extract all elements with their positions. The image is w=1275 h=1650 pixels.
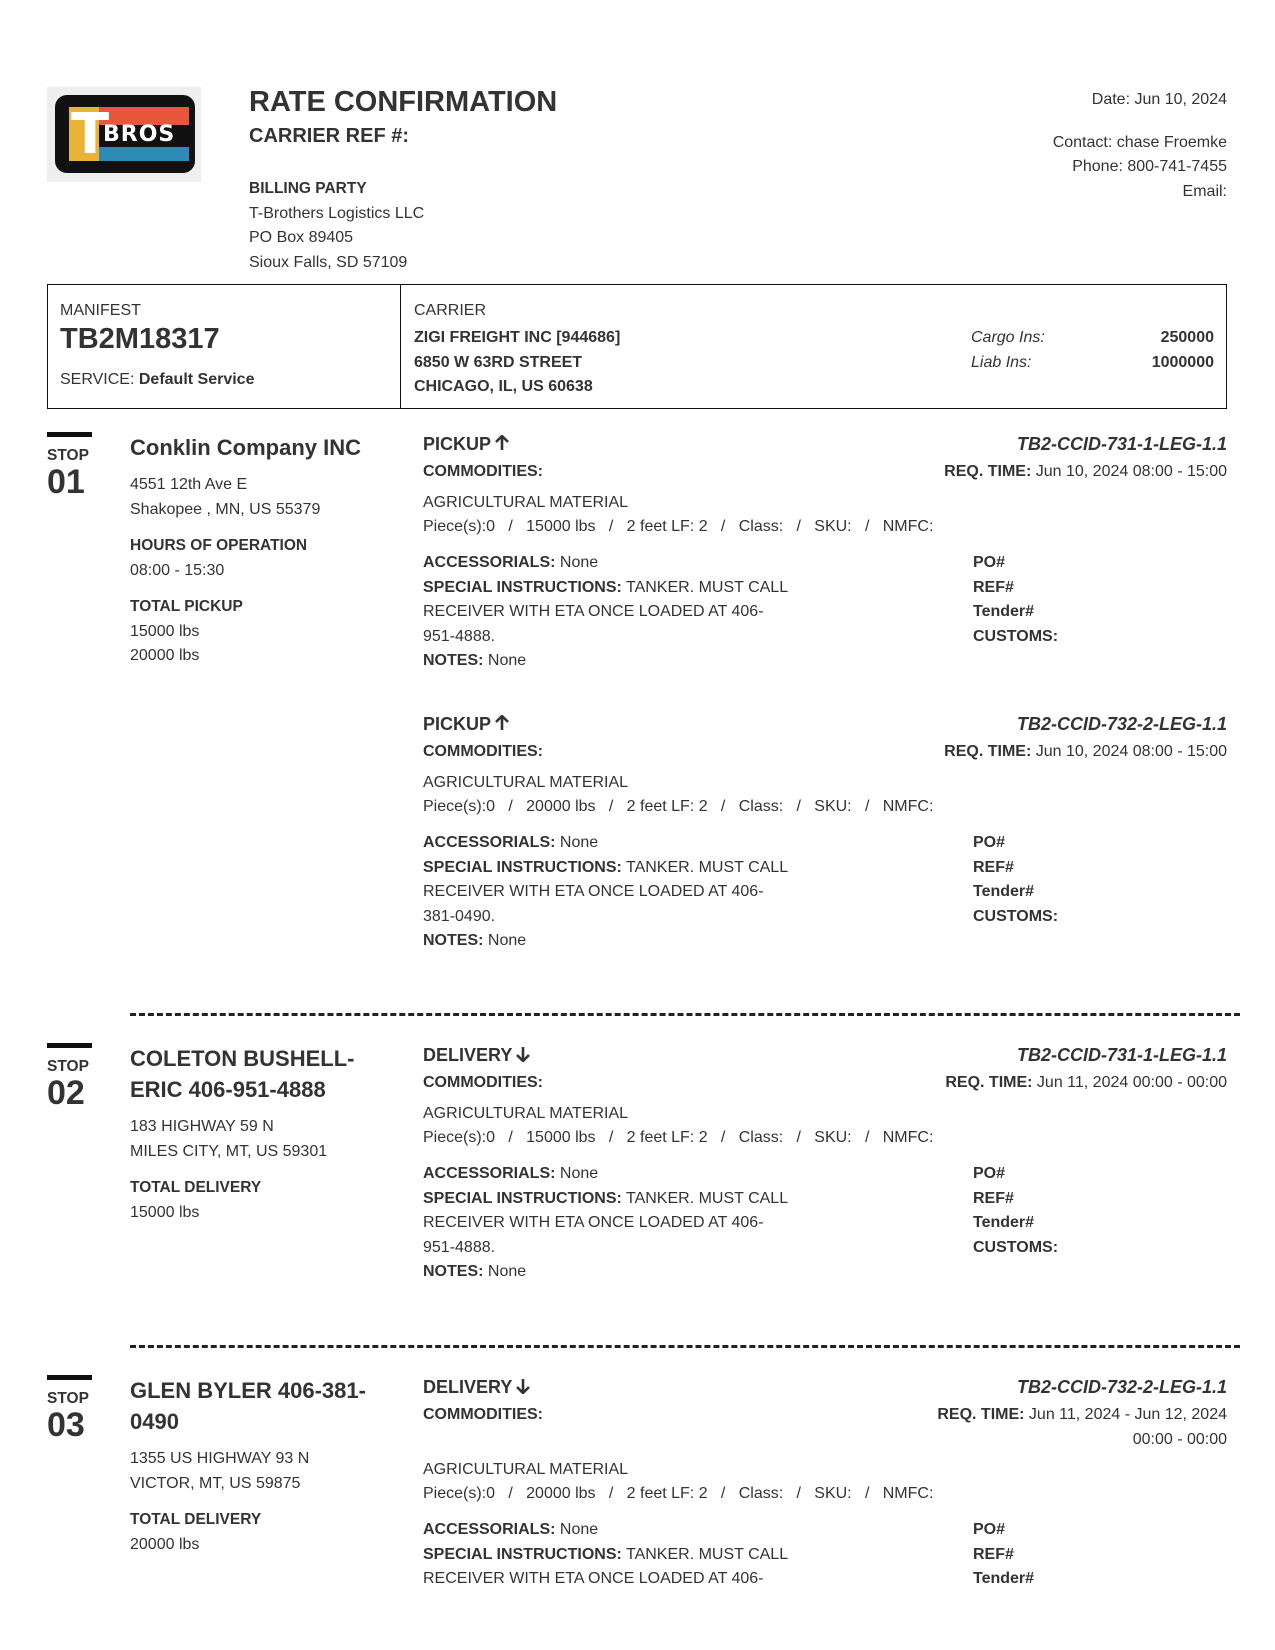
reference-fields — [973, 551, 1058, 649]
accessorials-value: None — [559, 1521, 599, 1538]
accessorials — [423, 551, 823, 576]
manifest-label: MANIFEST — [60, 302, 141, 319]
stop-name: Conklin Company INC — [130, 435, 362, 460]
contact-email: Email: — [1182, 182, 1227, 200]
stop-name: COLETON BUSHELL-ERIC 406-951-4888 — [130, 1046, 355, 1102]
customs-label: CUSTOMS: — [973, 1238, 1059, 1256]
total-value: 20000 lbs — [130, 647, 200, 664]
accessorials-label: ACCESSORIALS: — [423, 1521, 556, 1538]
special-value: TANKER. MUST CALL — [625, 578, 789, 596]
stop-number: 03 — [47, 1406, 85, 1444]
task-type-label: PICKUP — [423, 434, 492, 454]
special-instructions — [423, 1187, 823, 1212]
billing-name: T-Brothers Logistics LLC — [249, 204, 425, 222]
stop-number: 02 — [47, 1074, 85, 1112]
req-time — [945, 1071, 1227, 1096]
ref-label: REF# — [973, 1545, 1014, 1563]
billing-address-2: Sioux Falls, SD 57109 — [249, 253, 408, 271]
accessorials-value: None — [559, 834, 599, 851]
manifest-divider — [400, 285, 401, 408]
req-time-label: REQ. TIME: — [937, 1406, 1025, 1423]
stop-info — [130, 432, 380, 669]
company-logo — [47, 87, 201, 182]
stop-number: 01 — [47, 463, 85, 501]
special-label: SPECIAL INSTRUCTIONS: — [423, 578, 622, 596]
req-time-label: REQ. TIME: — [944, 743, 1032, 760]
stop-marker — [47, 432, 92, 499]
billing-party — [249, 177, 424, 275]
contact-name: Contact: chase Froemke — [1052, 133, 1227, 151]
arrow-down-icon — [516, 1046, 530, 1062]
commodity-material: AGRICULTURAL MATERIAL — [423, 494, 629, 511]
reference-fields — [973, 1162, 1058, 1260]
task-type — [423, 712, 509, 737]
po-label: PO# — [973, 834, 1006, 851]
stop-info — [130, 1043, 380, 1225]
req-time-label: REQ. TIME: — [944, 463, 1032, 480]
cargo-insurance — [971, 326, 1214, 351]
special-instructions-line: 951-4888. — [423, 1238, 496, 1256]
document-date: Date: Jun 10, 2024 — [1091, 91, 1227, 108]
special-label: SPECIAL INSTRUCTIONS: — [423, 858, 622, 876]
tender-label: Tender# — [973, 603, 1035, 620]
carrier-address-1: 6850 W 63RD STREET — [414, 353, 583, 371]
req-time-value-2: 00:00 - 00:00 — [1132, 1430, 1227, 1448]
task-type — [423, 1375, 530, 1400]
commodity-pieces: Piece(s):0 / 20000 lbs / 2 feet LF: 2 / Class: / SKU: / NMFC: — [423, 1485, 934, 1502]
special-instructions — [423, 856, 823, 881]
task-details — [423, 831, 823, 954]
special-value: TANKER. MUST CALL — [625, 1545, 789, 1563]
stop-label: STOP — [47, 1390, 89, 1407]
logo-letter: T — [71, 102, 110, 167]
total-label: TOTAL DELIVERY — [130, 1511, 262, 1528]
arrow-up-icon — [495, 715, 509, 731]
task-details — [423, 1162, 823, 1285]
logo-blue-stripe — [99, 147, 189, 161]
stop-info — [130, 1375, 380, 1557]
special-label: SPECIAL INSTRUCTIONS: — [423, 1189, 622, 1207]
cargo-ins-value: 250000 — [1160, 329, 1214, 346]
special-value: TANKER. MUST CALL — [625, 1189, 789, 1207]
po-label: PO# — [973, 1521, 1006, 1538]
manifest-number: TB2M18317 — [60, 323, 220, 355]
reference-fields — [973, 831, 1058, 929]
commodity-pieces: Piece(s):0 / 20000 lbs / 2 feet LF: 2 / Class: / SKU: / NMFC: — [423, 798, 934, 815]
stop-address-2: Shakopee , MN, US 55379 — [130, 500, 321, 518]
stop-bar — [47, 1375, 92, 1380]
service-value: Default Service — [138, 371, 255, 388]
commodity-pieces: Piece(s):0 / 15000 lbs / 2 feet LF: 2 / Class: / SKU: / NMFC: — [423, 518, 934, 535]
req-time-value: Jun 10, 2024 08:00 - 15:00 — [1035, 743, 1227, 760]
stop-separator — [130, 1345, 1240, 1348]
total-value: 20000 lbs — [130, 1535, 200, 1553]
commodities-label: COMMODITIES: — [423, 743, 543, 760]
liab-ins-label: Liab Ins: — [971, 353, 1032, 371]
total-label: TOTAL DELIVERY — [130, 1179, 262, 1196]
notes — [423, 929, 823, 954]
service-label: SERVICE: — [60, 371, 135, 388]
manifest-box — [47, 284, 1227, 409]
stop-name: GLEN BYLER 406-381-0490 — [130, 1378, 366, 1434]
commodity-material: AGRICULTURAL MATERIAL — [423, 774, 629, 791]
carrier-address-2: CHICAGO, IL, US 60638 — [414, 378, 593, 395]
req-time-label: REQ. TIME: — [945, 1074, 1033, 1091]
ref-label: REF# — [973, 858, 1014, 876]
task-details — [423, 551, 823, 674]
ref-label: REF# — [973, 578, 1014, 596]
special-instructions-line: 951-4888. — [423, 627, 496, 645]
cargo-ins-label: Cargo Ins: — [971, 329, 1045, 346]
notes-label: NOTES: — [423, 652, 484, 669]
leg-id: TB2-CCID-732-2-LEG-1.1 — [1016, 1377, 1227, 1397]
carrier-label: CARRIER — [414, 302, 487, 319]
leg-id: TB2-CCID-732-2-LEG-1.1 — [1016, 714, 1227, 734]
req-time — [944, 460, 1227, 485]
accessorials — [423, 1518, 823, 1543]
liability-insurance — [971, 351, 1214, 376]
billing-label: BILLING PARTY — [249, 180, 367, 197]
logo-text: BROS — [103, 122, 176, 147]
special-instructions-line: RECEIVER WITH ETA ONCE LOADED AT 406- — [423, 603, 764, 620]
arrow-down-icon — [516, 1378, 530, 1394]
accessorials-label: ACCESSORIALS: — [423, 1165, 556, 1182]
stop-marker — [47, 1375, 92, 1442]
hours-label: HOURS OF OPERATION — [130, 537, 308, 554]
po-label: PO# — [973, 554, 1006, 571]
leg-id: TB2-CCID-731-1-LEG-1.1 — [1016, 1045, 1227, 1065]
contact-block — [1053, 88, 1227, 204]
liab-ins-value: 1000000 — [1151, 353, 1214, 371]
stop-address-1: 183 HIGHWAY 59 N — [130, 1118, 274, 1135]
task-type-label: DELIVERY — [423, 1045, 513, 1065]
commodity-pieces: Piece(s):0 / 15000 lbs / 2 feet LF: 2 / Class: / SKU: / NMFC: — [423, 1129, 934, 1146]
special-instructions-line: RECEIVER WITH ETA ONCE LOADED AT 406- — [423, 1214, 764, 1231]
task-type — [423, 432, 509, 457]
tender-label: Tender# — [973, 1570, 1035, 1587]
req-time — [944, 740, 1227, 765]
accessorials-value: None — [559, 554, 599, 571]
carrier-name: ZIGI FREIGHT INC [944686] — [414, 329, 621, 346]
customs-label: CUSTOMS: — [973, 627, 1059, 645]
carrier-details — [414, 326, 620, 400]
notes-value: None — [487, 932, 527, 949]
stop-address-1: 4551 12th Ave E — [130, 476, 248, 493]
commodities-label: COMMODITIES: — [423, 1074, 543, 1091]
req-time-value: Jun 11, 2024 00:00 - 00:00 — [1036, 1074, 1227, 1091]
arrow-up-icon — [495, 435, 509, 451]
billing-address-1: PO Box 89405 — [249, 229, 354, 246]
accessorials — [423, 1162, 823, 1187]
contact-phone: Phone: 800-741-7455 — [1072, 158, 1227, 175]
task-type — [423, 1043, 530, 1068]
special-instructions-line: RECEIVER WITH ETA ONCE LOADED AT 406- — [423, 1570, 764, 1587]
commodities-label: COMMODITIES: — [423, 1406, 543, 1423]
stop-address-2: MILES CITY, MT, US 59301 — [130, 1142, 328, 1160]
notes — [423, 1260, 823, 1285]
stop-marker — [47, 1043, 92, 1110]
special-label: SPECIAL INSTRUCTIONS: — [423, 1545, 622, 1563]
stop-label: STOP — [47, 1058, 89, 1075]
notes — [423, 649, 823, 674]
special-instructions-line: RECEIVER WITH ETA ONCE LOADED AT 406- — [423, 883, 764, 900]
insurance-block — [971, 326, 1214, 375]
accessorials — [423, 831, 823, 856]
carrier-ref: CARRIER REF #: — [249, 125, 410, 147]
tender-label: Tender# — [973, 883, 1035, 900]
req-time-value: Jun 10, 2024 08:00 - 15:00 — [1035, 463, 1227, 480]
stop-label: STOP — [47, 447, 89, 464]
stop-bar — [47, 1043, 92, 1048]
task-type-label: PICKUP — [423, 714, 492, 734]
special-instructions — [423, 576, 823, 601]
total-value: 15000 lbs — [130, 622, 200, 640]
reference-fields — [973, 1518, 1034, 1592]
commodity-material: AGRICULTURAL MATERIAL — [423, 1105, 629, 1122]
accessorials-value: None — [559, 1165, 599, 1182]
po-label: PO# — [973, 1165, 1006, 1182]
page-title: RATE CONFIRMATION — [249, 86, 558, 118]
special-instructions — [423, 1543, 823, 1568]
stop-bar — [47, 432, 92, 437]
task-details — [423, 1518, 823, 1592]
total-value: 15000 lbs — [130, 1203, 200, 1221]
notes-value: None — [487, 1263, 527, 1280]
req-time-value: Jun 11, 2024 - Jun 12, 2024 — [1028, 1406, 1227, 1423]
tender-label: Tender# — [973, 1214, 1035, 1231]
accessorials-label: ACCESSORIALS: — [423, 554, 556, 571]
notes-label: NOTES: — [423, 932, 484, 949]
special-instructions-line: 381-0490. — [423, 907, 496, 925]
notes-label: NOTES: — [423, 1263, 484, 1280]
accessorials-label: ACCESSORIALS: — [423, 834, 556, 851]
total-label: TOTAL PICKUP — [130, 598, 243, 615]
stop-separator — [130, 1013, 1240, 1016]
commodity-material: AGRICULTURAL MATERIAL — [423, 1461, 629, 1478]
special-value: TANKER. MUST CALL — [625, 858, 789, 876]
hours-value: 08:00 - 15:30 — [130, 561, 225, 579]
commodities-label: COMMODITIES: — [423, 463, 543, 480]
req-time — [937, 1403, 1227, 1452]
leg-id: TB2-CCID-731-1-LEG-1.1 — [1016, 434, 1227, 454]
notes-value: None — [487, 652, 527, 669]
stop-address-2: VICTOR, MT, US 59875 — [130, 1474, 301, 1492]
stop-address-1: 1355 US HIGHWAY 93 N — [130, 1450, 310, 1467]
logo-badge — [55, 95, 195, 173]
customs-label: CUSTOMS: — [973, 907, 1059, 925]
task-type-label: DELIVERY — [423, 1377, 513, 1397]
ref-label: REF# — [973, 1189, 1014, 1207]
req-time-line — [937, 1403, 1227, 1428]
service-line — [60, 371, 254, 389]
